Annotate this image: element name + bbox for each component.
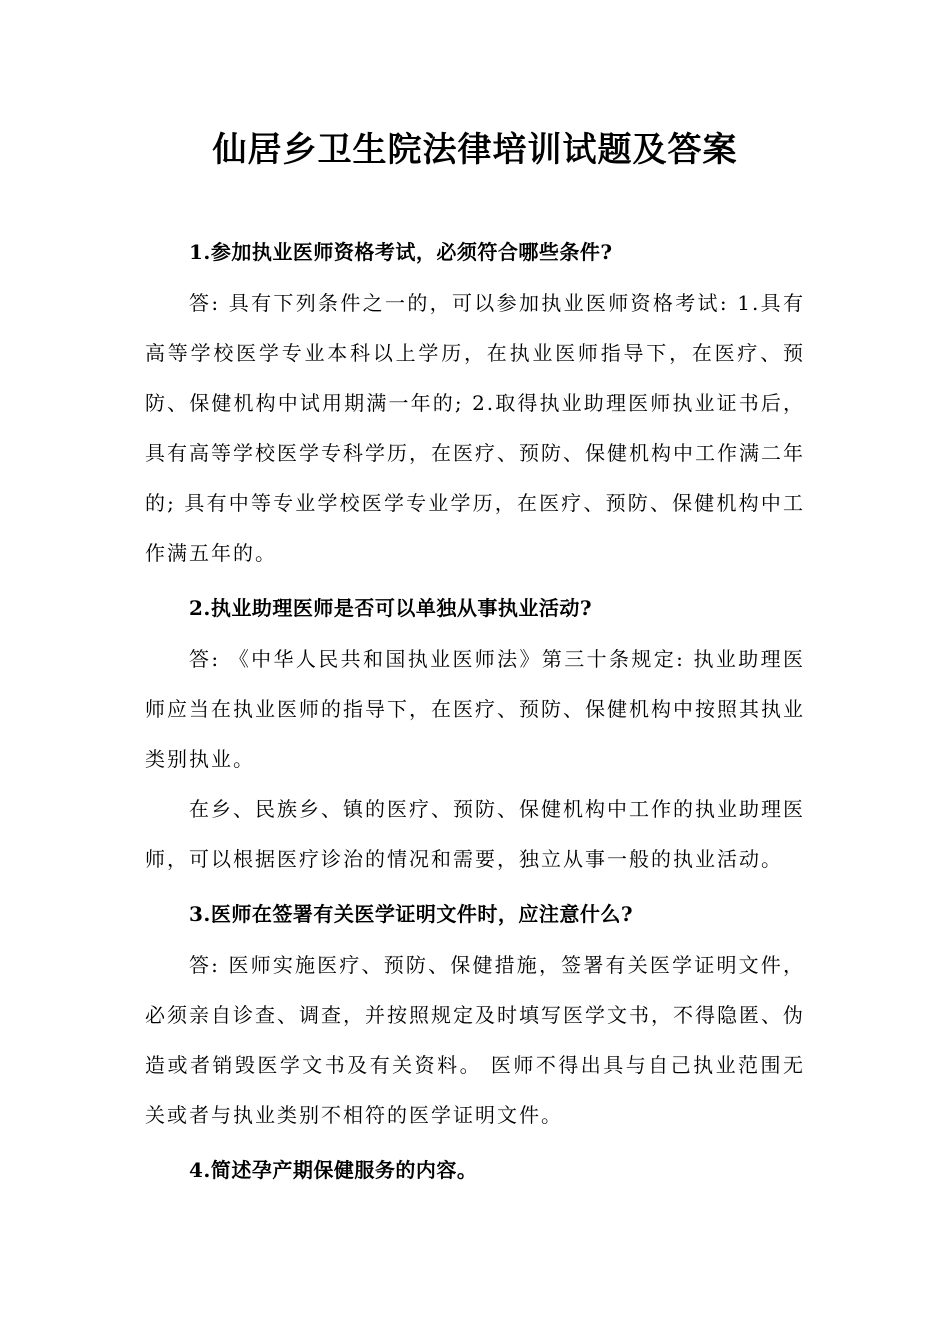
answer-3-paragraph: 答: 医师实施医疗、预防、保健措施，签署有关医学证明文件，必须亲自诊查、调查，并按照规定及时填写医学文书，不得隐匿、伪造或者销毁医学文书及有关资料。 医师不得出具与自己执业范围无关或者与执业类别不相符的医学证明文件。 [145, 953, 805, 1127]
document-title: 仙居乡卫生院法律培训试题及答案 [212, 130, 738, 170]
question-3: 3.医师在签署有关医学证明文件时，应注意什么? [189, 902, 634, 926]
question-4: 4.简述孕产期保健服务的内容。 [189, 1158, 478, 1182]
question-2: 2.执业助理医师是否可以单独从事执业活动? [189, 596, 593, 620]
document-body [145, 228, 805, 1196]
answer-2-paragraph-1: 答: 《中华人民共和国执业医师法》第三十条规定: 执业助理医师应当在执业医师的指导下，在医疗、预防、保健机构中按照其执业类别执业。 [145, 647, 805, 771]
question-1: 1.参加执业医师资格考试，必须符合哪些条件? [189, 240, 613, 264]
answer-1-paragraph: 答: 具有下列条件之一的，可以参加执业医师资格考试: 1.具有高等学校医学专业本科以上学历，在执业医师指导下，在医疗、预防、保健机构中试用期满一年的; 2.取得执业助理医师执业证书后，具有高等学校医学专科学历，在医疗、预防、保健机构中工作满二年的; 具有中等专业学校医学专业学历，在医疗、预防、保健机构中工作满五年的。 [145, 291, 805, 565]
answer-2-paragraph-2: 在乡、民族乡、镇的医疗、预防、保健机构中工作的执业助理医师，可以根据医疗诊治的情况和需要，独立从事一般的执业活动。 [145, 797, 805, 871]
